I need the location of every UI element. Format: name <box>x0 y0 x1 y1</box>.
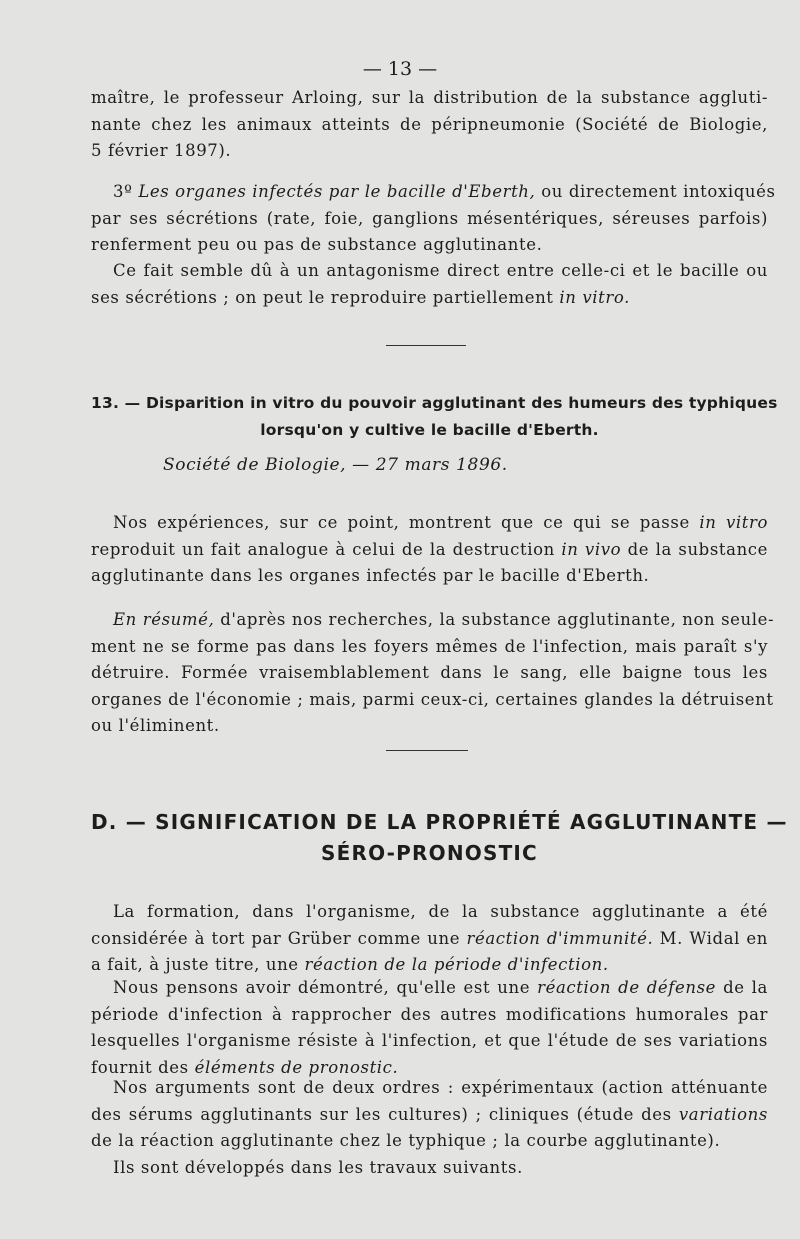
text-line <box>91 607 775 634</box>
article-title-line: 13. — Disparition in vitro du pouvoir agglutinant des humeurs des typhiques <box>91 394 778 412</box>
section-divider <box>386 345 466 346</box>
text-span: des sérums agglutinants sur les cultures) ; cliniques (étude des <box>91 1104 672 1124</box>
formation-paragraph <box>91 899 768 979</box>
text-span: a fait, à juste titre, une <box>91 955 299 974</box>
text-span: reproduit un fait analogue à celui de la destruction <box>91 539 555 559</box>
text-line: Nos arguments sont de deux ordres : expérimentaux (action atténuante <box>113 1078 768 1097</box>
text-line: ment ne se forme pas dans les foyers mêmes de l'infection, mais paraît s'y <box>91 636 768 656</box>
text-line <box>91 537 768 564</box>
text-line: 5 février 1897). <box>91 141 232 160</box>
nos-experiences-paragraph <box>91 510 768 590</box>
text-span: d'après nos recherches, la substance agglutinante, non seule- <box>220 610 775 629</box>
section-heading <box>91 807 788 869</box>
text-span: ses sécrétions ; on peut le reproduire partiellement <box>91 287 554 307</box>
section-heading-line: SÉRO-PRONOSTIC <box>321 841 538 865</box>
text-line: agglutinante dans les organes infectés par le bacille d'Eberth. <box>91 566 650 585</box>
text-line: maître, le professeur Arloing, sur la distribution de la substance aggluti- <box>91 88 768 107</box>
intro-paragraph <box>91 85 768 165</box>
text-line: période d'infection à rapprocher des autres modifications humorales par <box>91 1004 768 1024</box>
text-line <box>91 926 768 953</box>
point-3-paragraph <box>91 179 776 259</box>
text-line: nante chez les animaux atteints de péripneumonie (Société de Biologie, <box>91 114 768 134</box>
text-line <box>91 510 768 537</box>
section-divider <box>386 750 468 751</box>
text-line: par ses sécrétions (rate, foie, ganglions mésentériques, séreuses parfois) <box>91 208 768 228</box>
italic-text: in vitro <box>699 513 768 532</box>
article-title-line: lorsqu'on y cultive le bacille d'Eberth. <box>260 421 599 439</box>
text-line <box>91 285 768 312</box>
italic-text: in vivo <box>561 539 622 559</box>
text-span: de la <box>723 978 768 997</box>
italic-text: réaction d'immunité. <box>466 928 654 948</box>
arguments-paragraph <box>91 1075 768 1181</box>
page-number: — 13 — <box>362 58 438 80</box>
italic-text: éléments de pronostic. <box>194 1057 399 1077</box>
article-source: Société de Biologie, — 27 mars 1896. <box>163 455 508 475</box>
text-line <box>91 975 768 1002</box>
text-line: renferment peu ou pas de substance agglutinante. <box>91 235 543 254</box>
text-line <box>91 179 776 206</box>
article-title <box>91 390 778 444</box>
italic-text: réaction de défense <box>537 978 717 997</box>
text-line: ou l'éliminent. <box>91 716 220 735</box>
italic-text: Les organes infectés par le bacille d'Eberth, <box>138 182 536 201</box>
point-number: 3º <box>113 182 133 201</box>
text-span: M. Widal en <box>659 928 768 948</box>
text-line: de la réaction agglutinante chez le typhique ; la courbe agglutinante). <box>91 1131 721 1150</box>
text-line <box>91 1102 768 1129</box>
italic-text: réaction de la période d'infection. <box>304 955 609 974</box>
italic-text: in vitro. <box>559 287 630 307</box>
italic-text: variations <box>678 1104 768 1124</box>
text-span: considérée à tort par Grüber comme une <box>91 928 461 948</box>
text-span: ou directement intoxiqués <box>541 182 776 201</box>
text-line: La formation, dans l'organisme, de la substance agglutinante a été <box>113 902 768 921</box>
text-span: de la substance <box>627 539 769 559</box>
text-line: détruire. Formée vraisemblablement dans le sang, elle baigne tous les <box>91 663 768 682</box>
text-span: Nos expériences, sur ce point, montrent que ce qui se passe <box>113 513 690 532</box>
section-heading-line: D. — SIGNIFICATION DE LA PROPRIÉTÉ AGGLUTINANTE — <box>91 810 788 834</box>
point-3-continuation <box>91 258 768 311</box>
text-span: Nous pensons avoir démontré, qu'elle est une <box>113 978 531 997</box>
nous-pensons-paragraph <box>91 975 768 1081</box>
resume-paragraph <box>91 607 775 740</box>
italic-text: En résumé, <box>113 610 215 629</box>
text-line: Ils sont développés dans les travaux suivants. <box>113 1157 523 1177</box>
text-line: Ce fait semble dû à un antagonisme direct entre celle-ci et le bacille ou <box>113 261 768 280</box>
text-line: lesquelles l'organisme résiste à l'infection, et que l'étude de ses variations <box>91 1031 768 1050</box>
text-line: organes de l'économie ; mais, parmi ceux-ci, certaines glandes la détruisent <box>91 689 774 709</box>
text-span: fournit des <box>91 1057 189 1077</box>
